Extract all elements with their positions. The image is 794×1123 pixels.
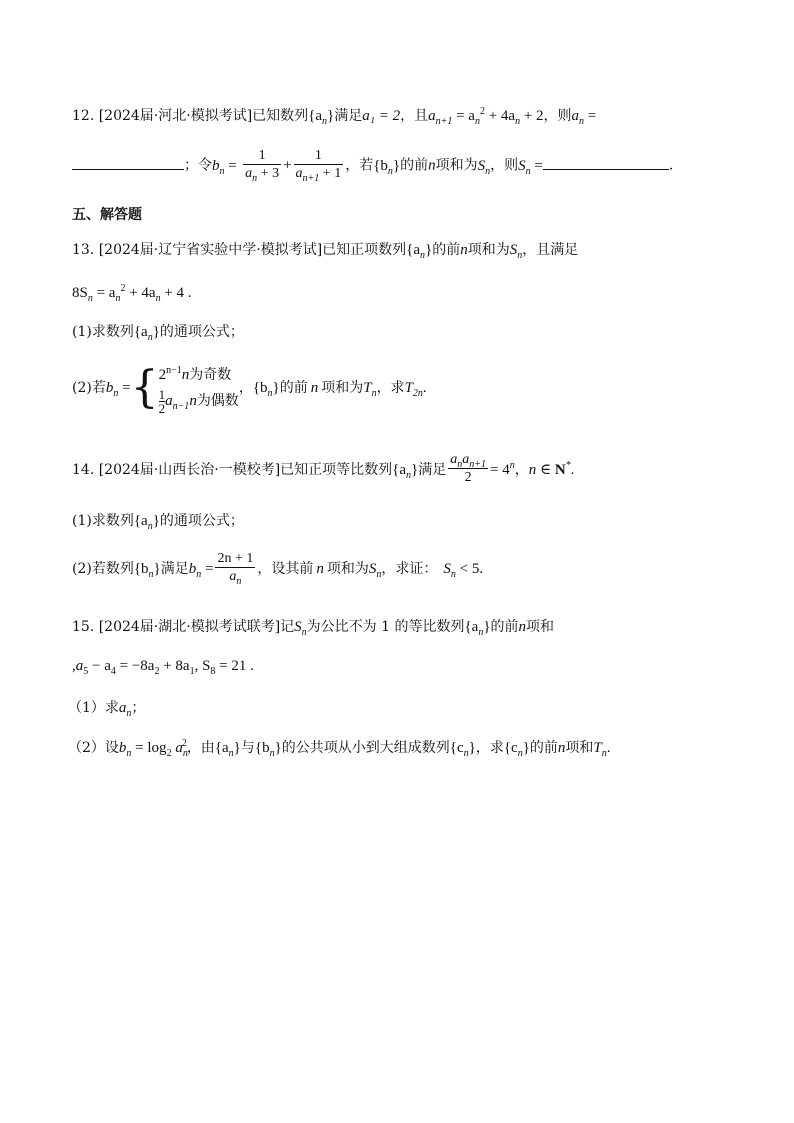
- q12-stem-a: 已知数列: [252, 108, 309, 124]
- q15-stem-c: 的前: [490, 619, 519, 635]
- q13-equation: $8S_n = a_n^2 + 4a_n + 4$ .: [72, 283, 192, 304]
- q14-nset: n ∈ N*.: [528, 459, 575, 478]
- q15-seq: $\{a_n\}$: [464, 619, 491, 638]
- q15-part2: （2）设$b_n = \log_2 a_n^2$，由$\{a_n\}$与$\{b_n\}$的公共项从小到大组成数列$\{c_n\}$，求$\{c_n\}$的前n项和$T_n$.: [68, 738, 611, 759]
- q13-part2: (2)若$b_n$ ={ $2^{n-1}n$为奇数 $\frac{1}{2}$ $a_{n-1}n$为偶数 ，$\{b_n\}$的前 n 项和为$T_n$，求$T_{2n}$.: [72, 362, 427, 416]
- q13-stem-b: 的前: [432, 242, 461, 258]
- q13-stem-d: ，且满足: [522, 242, 579, 258]
- q12-source: [2024届·河北·模拟考试]: [98, 108, 253, 124]
- q13-line1: [72, 240, 578, 260]
- q12-stem-c: ，且: [400, 108, 429, 124]
- q12-Sn2: $S_n$ =: [518, 157, 543, 177]
- q12-stem-b: 满足: [334, 108, 363, 124]
- q12-frac2: $\frac{1}{a_{n+1} + 1}$: [295, 148, 342, 184]
- q12-line2-sep: ；令: [184, 157, 212, 174]
- q12-seq: $\{a_n\}$: [308, 108, 335, 127]
- q15-number: 15.: [72, 619, 95, 635]
- q13-seq: $\{a_n\}$: [406, 242, 433, 261]
- q14-source: [2024届·山西长治·一模校考]: [98, 461, 281, 478]
- q14-stem-a: 已知正项等比数列: [280, 461, 393, 478]
- q13-case-odd: $2^{n-1}n$为奇数: [158, 365, 232, 383]
- q13-source: [2024届·辽宁省实验中学·模拟考试]: [98, 242, 323, 258]
- q14-stem-b: 满足: [418, 461, 447, 478]
- q15-equation: $,a_5 - a_4 = -8a_2 + 8a_1$, $S_8 = 21$ .: [72, 658, 254, 677]
- q15-source: [2024届·湖北·模拟考试联考]: [98, 619, 281, 635]
- q12-answer-blank-1[interactable]: [72, 155, 184, 170]
- q12-ask1: $a_n$ =: [571, 108, 597, 127]
- section-title: 五、解答题: [72, 207, 142, 223]
- q13-part1: (1)求数列$\{a_n\}$的通项公式；: [72, 324, 244, 343]
- q14-frac: $\frac{a_na_{n+1}}{2}$: [450, 452, 486, 485]
- q12-frac1: $\frac{1}{a_n + 3}$: [245, 148, 280, 184]
- q12-plus: +: [283, 157, 292, 174]
- q12-cond2: $a_{n+1} = a_n^2 + 4a_n + 2$: [428, 106, 544, 127]
- q13-stem-c: 项和为: [467, 242, 510, 258]
- q14-part2: (2)若数列$\{b_n\}$满足$b_n$ = $\frac{2n + 1}{a_n}$ ，设其前 n 项和为$S_n$，求证： $S_n < 5$.: [72, 551, 484, 587]
- q12-line2-c: 的前: [400, 157, 429, 174]
- q15-S: $S_n$: [294, 619, 307, 638]
- q14-seq: $\{a_n\}$: [392, 461, 419, 481]
- q12-Sn: $S_n$: [477, 157, 491, 177]
- q14-number: 14.: [72, 461, 95, 478]
- q12-bseq: $\{b_n\}$: [373, 157, 401, 177]
- q14-p2-frac: $\frac{2n + 1}{a_n}$: [217, 551, 254, 587]
- q14-line1: 14. [2024届·山西长治·一模校考]已知正项等比数列$\{a_n\}$满足 $\frac{a_na_{n+1}}{2}$ = $4^n$，n ∈ N*.: [72, 452, 575, 485]
- q12-cond1: a₁ = 2: [362, 108, 401, 124]
- q12-stem-d: ，则: [543, 108, 572, 124]
- q15-stem-d: 项和: [526, 619, 555, 635]
- q14-eq: = $4^n$: [489, 459, 515, 478]
- q13-S: $S_n$: [509, 242, 523, 261]
- q15-line1: [72, 617, 554, 637]
- q12-line2: [72, 148, 673, 183]
- q12-n: n: [428, 157, 436, 174]
- q14-part1: (1)求数列$\{a_n\}$的通项公式；: [72, 513, 244, 532]
- q12-line2-b: ，若: [345, 157, 374, 174]
- q13-case-even: $\frac{1}{2}$ $a_{n-1}n$为偶数: [158, 386, 239, 416]
- q15-part1: （1）求$a_n$；: [68, 700, 146, 719]
- q12-line2-e: ，则: [490, 157, 519, 174]
- q12-end: .: [668, 157, 674, 174]
- q13-number: 13.: [72, 242, 95, 258]
- q12-number: 12.: [72, 108, 95, 124]
- q12-line1: [72, 106, 596, 126]
- q12-bn: $b_n$ =: [212, 157, 237, 177]
- q12-answer-blank-2[interactable]: [543, 155, 669, 170]
- q13-piecewise: { $2^{n-1}n$为奇数 $\frac{1}{2}$ $a_{n-1}n$为偶数: [130, 362, 239, 416]
- q12-line2-d: 项和为: [435, 157, 478, 174]
- q15-n: n: [518, 619, 527, 635]
- q15-stem-b: 为公比不为 1 的等比数列: [306, 619, 465, 635]
- q13-n: n: [460, 242, 468, 258]
- q13-stem-a: 已知正项数列: [322, 242, 407, 258]
- q15-stem-a: 记: [280, 619, 295, 635]
